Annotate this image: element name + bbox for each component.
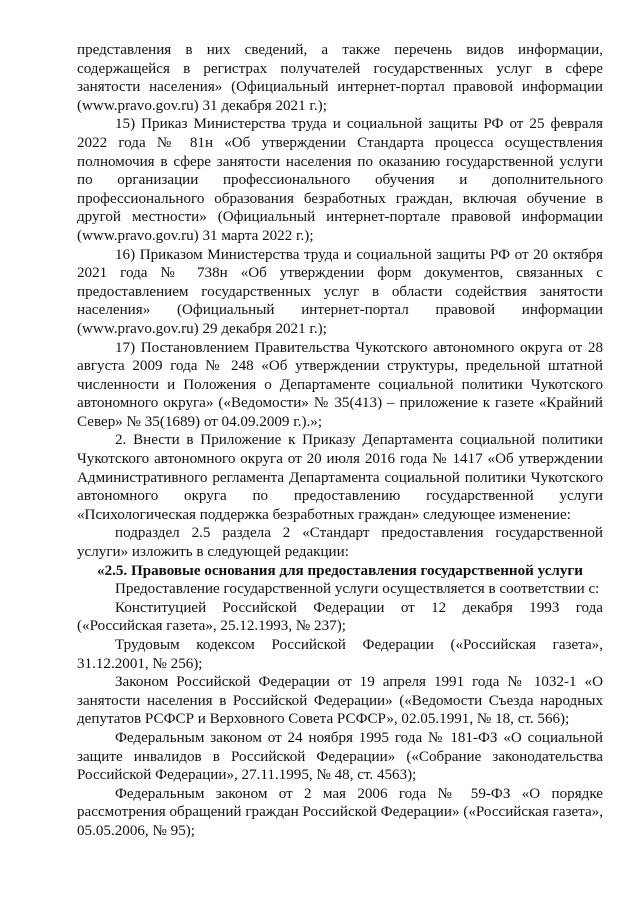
paragraph-intro: Предоставление государственной услуги осуществляется в соответствии с: (115, 581, 600, 598)
paragraph-appeals-law: Федеральным законом от 2 мая 2006 года № 59-ФЗ «О порядке рассмотрения обращений граждан Российской Федерации» («Российская газета», 05.05.2006, № 95); (77, 785, 603, 839)
paragraph-continuation: представления в них сведений, а также перечень видов информации, содержащейся в регистрах получателей государственных услуг в сфере занятости населения» (Официальный интернет-портал правовой информации (www.pravo.gov.ru) 31 декабря 2021 г.); (77, 42, 603, 114)
paragraph-labor-code: Трудовым кодексом Российской Федерации («Российская газета», 31.12.2001, № 256); (77, 637, 603, 672)
paragraph-item-15: 15) Приказ Министерства труда и социальной защиты РФ от 25 февраля 2022 года № 81н «Об утверждении Стандарта процесса осуществления полномочия в сфере занятости населения по оказанию государственной услуги по организации профессионального обучения и дополнительного профессионального образования безработных граждан, включая обучение в другой местности» (Официальный интернет-портале правовой информации (www.pravo.gov.ru) 31 марта 2022 г.); (77, 116, 603, 244)
document-page (77, 41, 603, 841)
paragraph-employment-law: Законом Российской Федерации от 19 апреля 1991 года № 1032-1 «О занятости населения в Российской Федерации» («Ведомости Съезда народных депутатов РСФСР и Верховного Совета РСФСР», 02.05.1991, № 18, ст. 566); (77, 674, 603, 728)
paragraph-subsection-instruction: подраздел 2.5 раздела 2 «Стандарт предоставления государственной услуги» изложить в следующей редакции: (77, 525, 603, 561)
paragraph-disability-law: Федеральным законом от 24 ноября 1995 года № 181-ФЗ «О социальной защите инвалидов в Российской Федерации» («Собрание законодательства Российской Федерации», 27.11.1995, № 48, ст. 4563); (77, 729, 603, 784)
section-heading: «2.5. Правовые основания для предоставления государственной услуги (97, 562, 583, 579)
paragraph-item-17: 17) Постановлением Правительства Чукотского автономного округа от 28 августа 2009 года № 248 «Об утверждении структуры, предельной штатной численности и Положения о Департаменте социальной политики Чукотского автономного округа» («Ведомости» № 35(413) – приложение к газете «Крайний Север» № 35(1689) от 04.09.2009 г.).»; (77, 339, 603, 430)
paragraph-point-2: 2. Внести в Приложение к Приказу Департамента социальной политики Чукотского автономного округа от 20 июля 2016 года № 1417 «Об утверждении Административного регламента Департамента социальной политики Чукотского автономного округа по предоставлению государственной услуги «Психологическая поддержка безработных граждан» следующее изменение: (77, 432, 603, 523)
paragraph-constitution: Конституцией Российской Федерации от 12 декабря 1993 года («Российская газета», 25.12.1993, № 237); (77, 599, 603, 635)
paragraph-item-16: 16) Приказом Министерства труда и социальной защиты РФ от 20 октября 2021 года № 738н «Об утверждении форм документов, связанных с предоставлением государственных услуг в области содействия занятости населения» (Официальный интернет-портал правовой информации (www.pravo.gov.ru) 29 декабря 2021 г.); (77, 246, 603, 337)
